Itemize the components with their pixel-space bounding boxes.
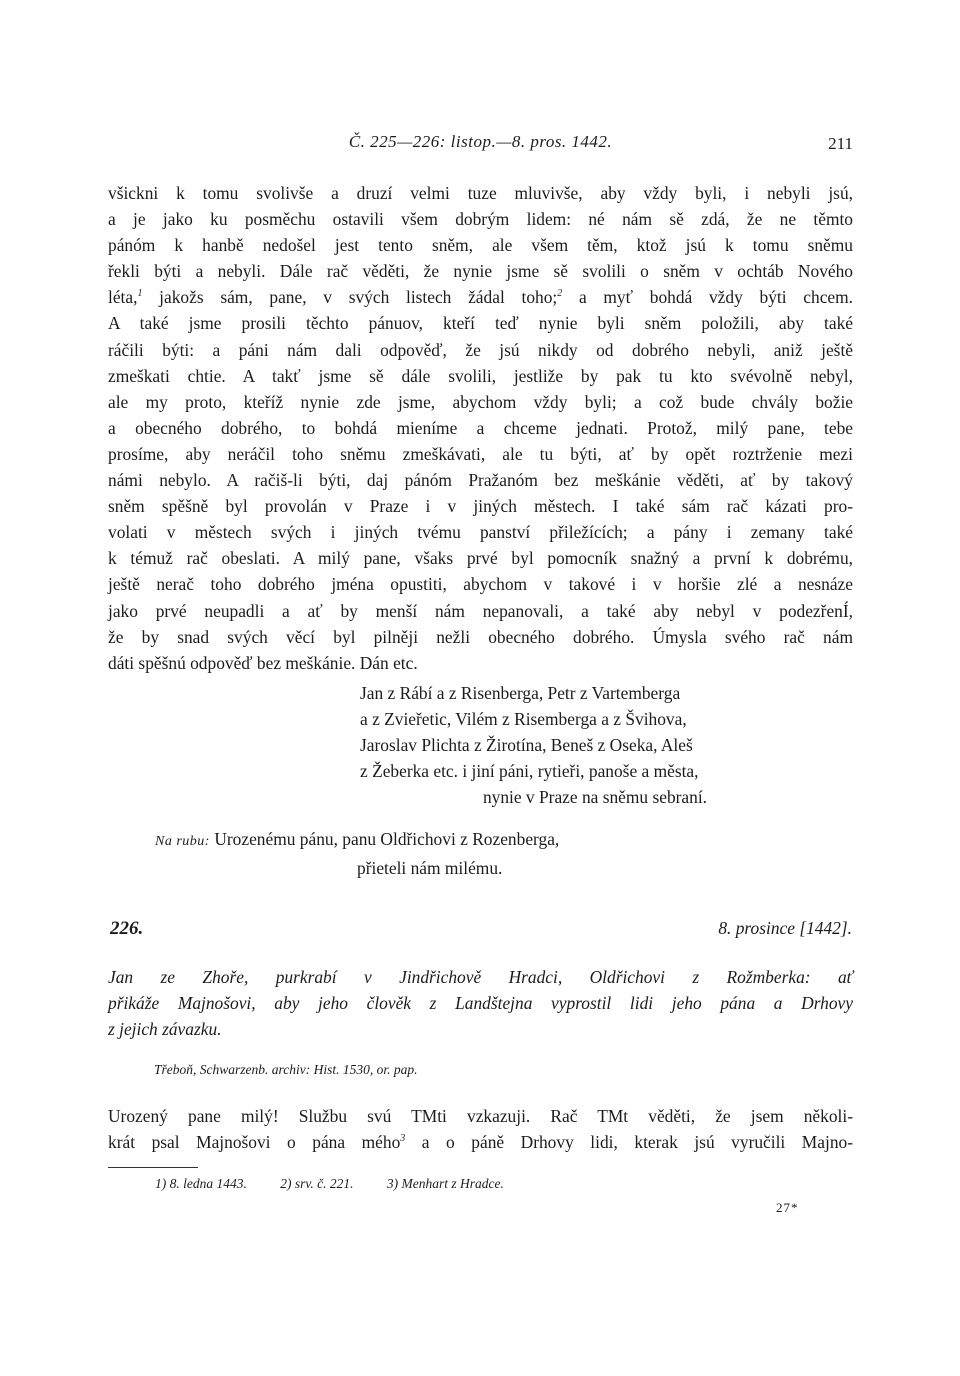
body-line: zmeškati chtie. A takť jsme sě dále svolili, jestliže by pak tu kto svévolně nebyl, [108, 365, 853, 386]
letter-line [108, 1129, 853, 1155]
verso-line: Urozenému pánu, panu Oldřichovi z Rozenberga, [214, 829, 560, 849]
regest [108, 964, 853, 1042]
body-line: ráčili býti: a páni nám dali odpověď, že jsú nikdy od dobrého nebyli, aniž ještě [108, 339, 853, 360]
letter-line-text: krát psal Majnošovi o pána mého [108, 1132, 401, 1153]
body-line: a je jako ku posměchu ostavili všem dobrým lidem: né nám sě zdá, že ne těmto [108, 209, 853, 230]
body-line: řekli býti a nebyli. Dále rač věděti, že nynie jsme sě svolili o sněm v ochtáb Nového [108, 261, 853, 282]
running-header [108, 132, 853, 158]
body-line: že by snad svých věcí byl pilněji nežli obecného dobrého. Úmysla svého rač nám [108, 626, 853, 647]
body-line: k témuž rač obeslati. A milý pane, všaks prvé byl pomocník snažný a první k dobrému, [108, 548, 853, 569]
regest-line: přikáže Majnošovi, aby jeho člověk z Landštejna vyprostil lidi jeho pána a Drhovy [108, 993, 853, 1014]
body-line: všickni k tomu svolivše a druzí velmi tuze mluvivše, aby vždy byli, i nebyli jsú, [108, 183, 853, 203]
signature-line: Jaroslav Plichta z Žirotína, Beneš z Oseka, Aleš [360, 735, 693, 756]
verso-label: Na rubu: [155, 834, 210, 849]
body-line: ale my proto, kteříž nynie zde jsme, abychom vždy byli; a což bude chvály božie [108, 391, 853, 412]
regest-line: z jejich závazku. [108, 1019, 222, 1040]
body-line-text: léta, [108, 287, 138, 308]
body-line: pánóm k hanbě nedošel jest tento sněm, ale všem těm, ktož jsú k tomu sněmu [108, 235, 853, 256]
letter-line-text: a o páně Drhovy lidi, kterak jsú vyručili Majno- [405, 1132, 853, 1153]
archival-source: Třeboň, Schwarzenb. archiv: Hist. 1530, or. pap. [154, 1062, 418, 1077]
regest-line: Jan ze Zhoře, purkrabí v Jindřichově Hradci, Oldřichovi z Rožmberka: ať [108, 967, 853, 987]
footnote-rule [108, 1167, 198, 1168]
body-line: A také jsme prosili těchto pánuov, kteří teď nynie byli sněm položili, aby také [108, 313, 853, 334]
signature-mark: 27* [776, 1200, 799, 1215]
footnote: 1) 8. ledna 1443. [155, 1176, 247, 1191]
signature-line: z Žeberka etc. i jiní páni, rytieři, panoše a města, [360, 761, 699, 782]
letter-line: Urozený pane milý! Službu svú TMti vzkazuji. Rač TMt věděti, že jsem několi- [108, 1106, 853, 1126]
body-line-text: a myť bohdá vždy býti chcem. [562, 287, 854, 308]
letter-body-225 [108, 180, 853, 676]
letter-body-226 [108, 1103, 853, 1155]
body-line: prosíme, aby neráčil toho sněmu zmeškávati, ale tu býti, ať by opět roztrženie mezi [108, 443, 853, 464]
footnotes [155, 1176, 534, 1192]
document-date: 8. prosince [1442]. [718, 918, 852, 938]
body-line: volati v městech svých i jiných tvému panství přiležících; a pány i zemany také [108, 522, 853, 543]
body-line [108, 284, 853, 310]
signature-line: nynie v Praze na sněmu sebraní. [482, 787, 708, 808]
footnote-ref: 3 [400, 1133, 406, 1145]
body-line: dáti spěšnú odpověď bez meškánie. Dán etc. [108, 652, 418, 673]
body-line-text: jakožs sám, pane, v svých listech žádal toho; [142, 287, 558, 308]
footnote: 2) srv. č. 221. [280, 1176, 354, 1191]
body-line: sněm spěšně byl provolán v Praze i v jiných městech. I také sám rač kázati pro- [108, 496, 853, 517]
header-title: Č. 225—226: listop.—8. pros. 1442. [348, 132, 613, 151]
signatories [360, 680, 830, 810]
page-number: 211 [828, 134, 853, 153]
body-line: ještě nerač toho dobrého jména opustiti, abychom v takové i v horšie zlé a nesnáze [108, 574, 853, 595]
body-line: námi nebylo. A račiš-li býti, daj pánóm Pražanóm bez meškánie věděti, ať by takový [108, 470, 853, 491]
footnote-ref: 2 [557, 288, 563, 300]
footnote: 3) Menhart z Hradce. [386, 1176, 504, 1191]
document-number: 226. [110, 918, 144, 939]
signature-line: Jan z Rábí a z Risenberga, Petr z Vartemberga [360, 683, 681, 703]
verso-address [155, 826, 755, 881]
signature-line: a z Zvieřetic, Vilém z Risemberga a z Švihova, [360, 709, 687, 730]
verso-line: přieteli nám milému. [357, 858, 503, 879]
body-line: a obecného dobrého, to bohdá mieníme a chceme jednati. Protož, milý pane, tebe [108, 417, 853, 438]
footnote-ref: 1 [137, 288, 143, 300]
body-line: jako prvé neupadli a ať by menší nám nepanovali, a také aby nebyl v podezřenÍ, [108, 600, 853, 621]
